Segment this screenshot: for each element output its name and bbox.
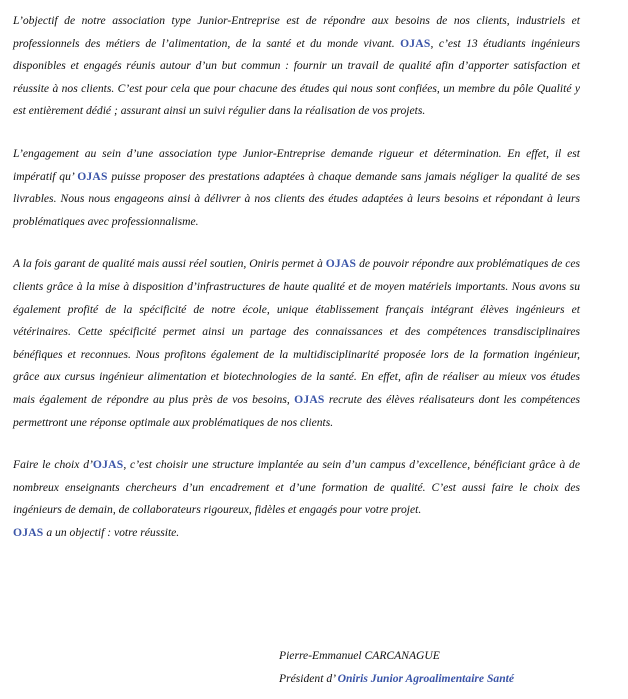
letter-body	[13, 10, 580, 544]
paragraph-goal	[13, 522, 580, 545]
paragraph-text: a un objectif : votre réussite.	[43, 525, 180, 539]
paragraph-text: de pouvoir répondre aux problématiques de ces clients grâce à la mise à disposition d’infrastructures de haute qualité et de moyen matériels importants. Nous avons su également profité de la spécificité de notre école, unique établissement français intégrant élèves ingénieurs et vétérinaires. Cette spécificité permet ainsi un partage des connaissances et des compétences transdisciplinaires bénéfiques et reconnues. Nous profitons également de la multidisciplinarité proposée lors de la formation ingénieur, grâce aux cursus ingénieur alimentation et biotechnologies de la santé. En effet, afin de réaliser au mieux vos études mais également de répondre au plus près de vos besoins,	[13, 257, 581, 406]
paragraph-text: puisse proposer des prestations adaptées à chaque demande sans jamais négliger la qualité de ses livrables. Nous nous engageons ainsi à délivrer à nos clients des études adaptées à leurs besoins et répondant à leurs problématiques avec professionnalisme.	[13, 169, 580, 228]
paragraph-text: , c’est 13 étudiants ingénieurs disponibles et engagés réunis autour d’un but commun : fournir un travail de qualité afin d’apporter satisfaction et réussite à nos clients. C’est pour cela que pour chacune des études qui nous sont confiées, un membre du pôle Qualité y est entièrement dédié ; assurant ainsi un suivi régulier dans la réalisation de vos projets.	[13, 36, 580, 118]
paragraph-support	[13, 253, 580, 434]
signatory-title	[279, 668, 514, 691]
paragraph-text: , c’est choisir une structure implantée au sein d’un campus d’excellence, bénéficiant grâce à de nombreux enseignants chercheurs d’un encadrement et d’une formation de qualité. C’est aussi faire le choix des ingénieurs de demain, de collaborateurs rigoureux, fidèles et engagés pour votre projet.	[13, 458, 580, 517]
paragraph-text: L’objectif de notre association type Junior-Entreprise est de répondre aux besoins de nos clients, industriels et professionnels des métiers de l’alimentation, de la santé et du monde vivant.	[13, 14, 580, 50]
brand-name: OJAS	[77, 169, 108, 183]
paragraph-text: recrute des élèves réalisateurs dont les compétences permettront une réponse optimale aux problématiques de nos clients.	[13, 392, 581, 429]
brand-name: OJAS	[92, 458, 124, 472]
paragraph-text: A la fois garant de qualité mais aussi réel soutien, Oniris permet à	[13, 257, 326, 271]
signature-block	[279, 645, 514, 690]
organization-name: Oniris Junior Agroalimentaire Santé	[337, 671, 515, 685]
brand-name: OJAS	[13, 525, 44, 539]
paragraph-engagement	[13, 143, 580, 233]
brand-name: OJAS	[325, 257, 357, 271]
paragraph-text: L’engagement au sein d’une association type Junior-Entreprise demande rigueur et détermination. En effet, il est impératif qu’	[13, 146, 580, 183]
signatory-name: Pierre-Emmanuel CARCANAGUE	[279, 649, 440, 662]
paragraph-text: Faire le choix d’	[13, 458, 93, 472]
brand-name: OJAS	[294, 392, 325, 406]
signatory-role: Président d’	[279, 671, 338, 685]
brand-name: OJAS	[400, 36, 431, 50]
paragraph-objective	[13, 10, 580, 123]
paragraph-choice	[13, 454, 580, 522]
